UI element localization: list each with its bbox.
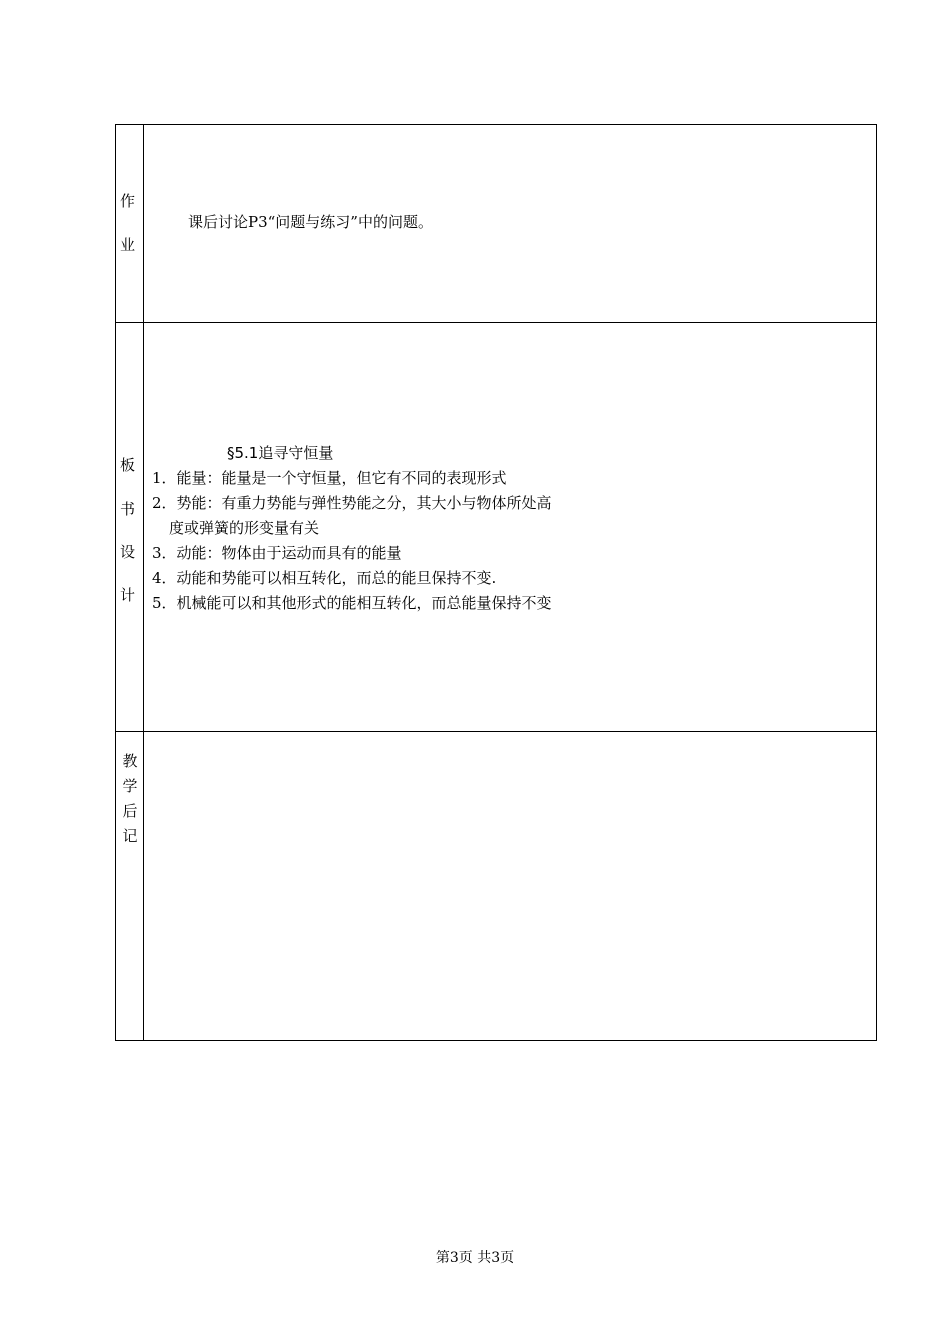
board-design-title: §5.1追寻守恒量 <box>227 444 334 462</box>
board-design-label-cell <box>116 323 144 731</box>
item-text: 度或弹簧的形变量有关 <box>169 519 320 537</box>
item-text: 能量：能量是一个守恒量，但它有不同的表现形式 <box>176 469 507 487</box>
postscript-content-cell <box>144 732 876 1040</box>
postscript-label-char-2: 学 <box>122 777 138 795</box>
postscript-label-char-3: 后 <box>122 802 138 820</box>
lesson-plan-table <box>115 124 877 1041</box>
board-design-item-2 <box>152 492 552 513</box>
board-design-content-cell <box>144 323 876 731</box>
item-text: 动能：物体由于运动而具有的能量 <box>176 544 402 562</box>
board-design-label-char-4: 计 <box>120 586 136 604</box>
postscript-label-char-1: 教 <box>122 752 138 770</box>
homework-row <box>116 125 876 323</box>
homework-text: 课后讨论P3“问题与练习”中的问题。 <box>188 213 433 231</box>
board-design-item-5 <box>152 592 552 613</box>
postscript-row <box>116 732 876 1040</box>
item-number: 1． <box>152 469 177 487</box>
board-design-item-1 <box>152 467 507 488</box>
homework-label-cell <box>116 125 144 322</box>
board-design-item-4 <box>152 567 496 588</box>
postscript-label-cell <box>116 732 144 1040</box>
postscript-label-char-4: 记 <box>122 827 138 845</box>
item-number: 5． <box>152 594 177 612</box>
homework-content-cell <box>144 125 876 322</box>
homework-label-char-2: 业 <box>120 236 136 254</box>
item-text: 机械能可以和其他形式的能相互转化，而总能量保持不变 <box>176 594 552 612</box>
item-number: 2． <box>152 494 177 512</box>
item-number: 3． <box>152 544 177 562</box>
item-number: 4． <box>152 569 177 587</box>
board-design-row <box>116 323 876 732</box>
item-text: 势能：有重力势能与弹性势能之分，其大小与物体所处高 <box>176 494 552 512</box>
board-design-item-2-continued <box>169 517 319 538</box>
board-design-label-char-3: 设 <box>120 543 136 561</box>
board-design-label-char-2: 书 <box>120 500 136 518</box>
homework-label-char-1: 作 <box>120 192 136 210</box>
page-footer: 第3页 共3页 <box>435 1250 515 1266</box>
item-text: 动能和势能可以相互转化，而总的能旦保持不变. <box>176 569 497 587</box>
board-design-item-3 <box>152 542 402 563</box>
board-design-label-char-1: 板 <box>120 456 136 474</box>
